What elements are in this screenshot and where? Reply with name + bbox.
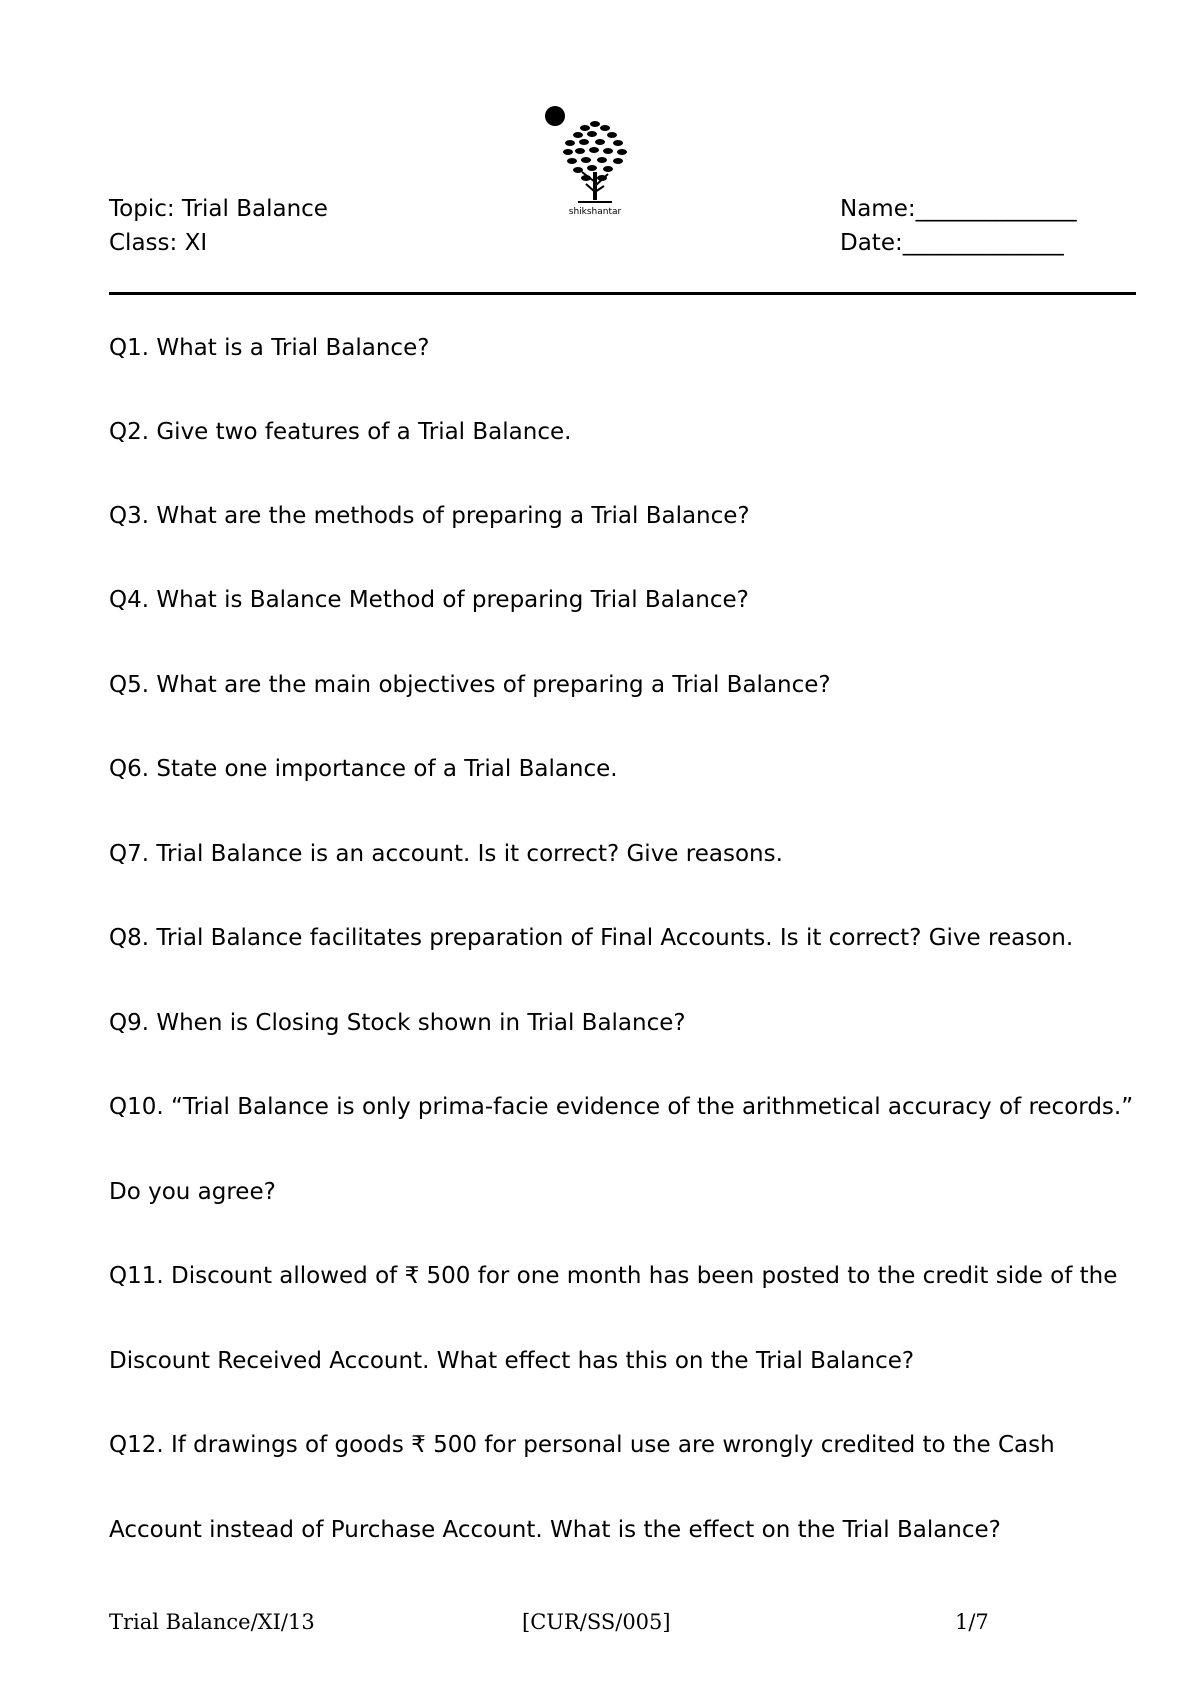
header-divider — [109, 292, 1136, 295]
question-11: Q11. Discount allowed of ₹ 500 for one month has been posted to the credit side of the — [109, 1263, 1118, 1289]
question-11-continued: Discount Received Account. What effect has this on the Trial Balance? — [109, 1348, 915, 1374]
class-label: Class: XI — [109, 230, 208, 256]
question-1: Q1. What is a Trial Balance? — [109, 335, 430, 361]
question-3: Q3. What are the methods of preparing a Trial Balance? — [109, 503, 750, 529]
question-10-continued: Do you agree? — [109, 1179, 276, 1205]
question-4: Q4. What is Balance Method of preparing Trial Balance? — [109, 587, 749, 613]
footer-code: [CUR/SS/005] — [522, 1610, 671, 1634]
question-7: Q7. Trial Balance is an account. Is it correct? Give reasons. — [109, 841, 783, 867]
question-12: Q12. If drawings of goods ₹ 500 for personal use are wrongly credited to the Cash — [109, 1432, 1055, 1458]
footer-document-ref: Trial Balance/XI/13 — [109, 1610, 315, 1634]
question-12-continued: Account instead of Purchase Account. What is the effect on the Trial Balance? — [109, 1517, 1001, 1543]
question-2: Q2. Give two features of a Trial Balance. — [109, 419, 572, 445]
topic-label: Topic: Trial Balance — [109, 196, 328, 222]
question-6: Q6. State one importance of a Trial Balance. — [109, 756, 618, 782]
name-field: Name:______________ — [840, 196, 1077, 222]
date-field: Date:______________ — [840, 230, 1064, 256]
question-8: Q8. Trial Balance facilitates preparation of Final Accounts. Is it correct? Give reason. — [109, 925, 1074, 951]
logo-caption: shikshantar — [568, 207, 622, 217]
question-9: Q9. When is Closing Stock shown in Trial Balance? — [109, 1010, 686, 1036]
question-5: Q5. What are the main objectives of preparing a Trial Balance? — [109, 672, 831, 698]
footer-page-number: 1/7 — [955, 1610, 989, 1634]
tree-logo-icon — [540, 102, 650, 220]
question-10: Q10. “Trial Balance is only prima-facie evidence of the arithmetical accuracy of records.” — [109, 1094, 1134, 1120]
